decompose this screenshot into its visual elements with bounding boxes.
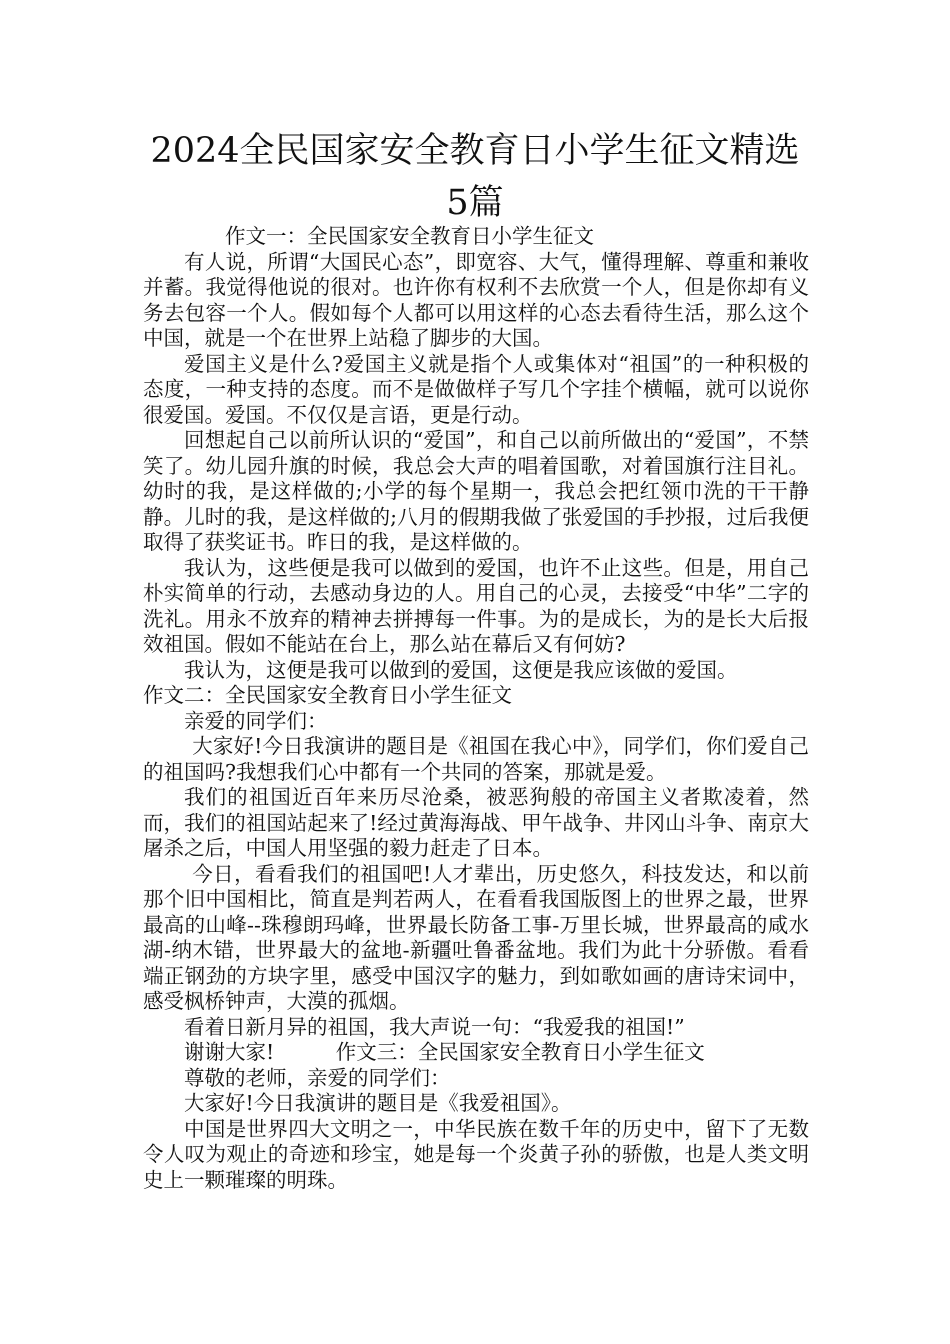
paragraph: 爱国主义是什么?爱国主义就是指个人或集体对“祖国”的一种积极的态度，一种支持的态度。而不是做做样子写几个字挂个横幅，就可以说你很爱国。爱国。不仅仅是言语，更是行动。 — [143, 351, 809, 427]
document-title-line2: 5篇 — [446, 183, 504, 223]
essay2-heading: 作文二：全民国家安全教育日小学生征文 — [143, 683, 512, 707]
paragraph: 回想起自己以前所认识的“爱国”，和自己以前所做出的“爱国”，不禁笑了。幼儿园升旗的时候，我总会大声的唱着国歌，对着国旗行注目礼。幼时的我，是这样做的;小学的每个星期一，我总会把红领巾洗的干干静静。儿时的我，是这样做的;八月的假期我做了张爱国的手抄报，过后我便取得了获奖证书。昨日的我，是这样做的。 — [143, 428, 809, 554]
paragraph: 中国是世界四大文明之一，中华民族在数千年的历史中，留下了无数令人叹为观止的奇迹和珍宝，她是每一个炎黄子孙的骄傲，也是人类文明史上一颗璀璨的明珠。 — [143, 1116, 809, 1192]
salutation: 亲爱的同学们： — [184, 708, 328, 733]
essay1-heading: 作文一：全民国家安全教育日小学生征文 — [225, 224, 594, 248]
paragraph: 看着日新月异的祖国，我大声说一句：“我爱我的祖国!” — [184, 1014, 685, 1039]
paragraph: 今日，看看我们的祖国吧!人才辈出，历史悠久，科技发达，和以前那个旧中国相比，简直是判若两人，在看看我国版图上的世界之最，世界最高的山峰--珠穆朗玛峰，世界最长防备工事-万里长城，世界最高的咸水湖-纳木错，世界最大的盆地-新疆吐鲁番盆地。我们为此十分骄傲。看看端正钢劲的方块字里，感受中国汉字的魅力，到如歌如画的唐诗宋词中，感受枫桥钟声，大漠的孤烟。 — [143, 861, 809, 1013]
paragraph: 大家好!今日我演讲的题目是《我爱祖国》。 — [184, 1091, 572, 1115]
paragraph: 我认为，这些便是我可以做到的爱国，也许不止这些。但是，用自己朴实简单的行动，去感动身边的人。用自己的心灵，去接受“中华”二字的洗礼。用永不放弃的精神去拼搏每一件事。为的是成长，为的是长大后报效祖国。假如不能站在台上，那么站在幕后又有何妨? — [143, 555, 809, 656]
paragraph: 大家好!今日我演讲的题目是《祖国在我心中》，同学们，你们爱自己的祖国吗?我想我们心中都有一个共同的答案，那就是爱。 — [143, 734, 809, 784]
paragraph: 我认为，这便是我可以做到的爱国，这便是我应该做的爱国。 — [184, 657, 738, 682]
paragraph: 我们的祖国近百年来历尽沧桑，被恶狗般的帝国主义者欺凌着，然而，我们的祖国站起来了!经过黄海海战、甲午战争、井冈山斗争、南京大屠杀之后，中国人用坚强的毅力赶走了日本。 — [143, 785, 809, 860]
document-body — [143, 224, 809, 1193]
document-title-line1: 2024全民国家安全教育日小学生征文精选 — [150, 131, 800, 171]
salutation: 尊敬的老师，亲爱的同学们： — [184, 1065, 451, 1090]
paragraph: 有人说，所谓“大国民心态”，即宽容、大气，懂得理解、尊重和兼收并蓄。我觉得他说的很对。也许你有权利不去欣赏一个人，但是你却有义务去包容一个人。假如每个人都可以用这样的心态去看待生活，那么这个中国，就是一个在世界上站稳了脚步的大国。 — [143, 249, 809, 350]
essay3-heading-line: 谢谢大家! 作文三：全民国家安全教育日小学生征文 — [184, 1040, 705, 1064]
